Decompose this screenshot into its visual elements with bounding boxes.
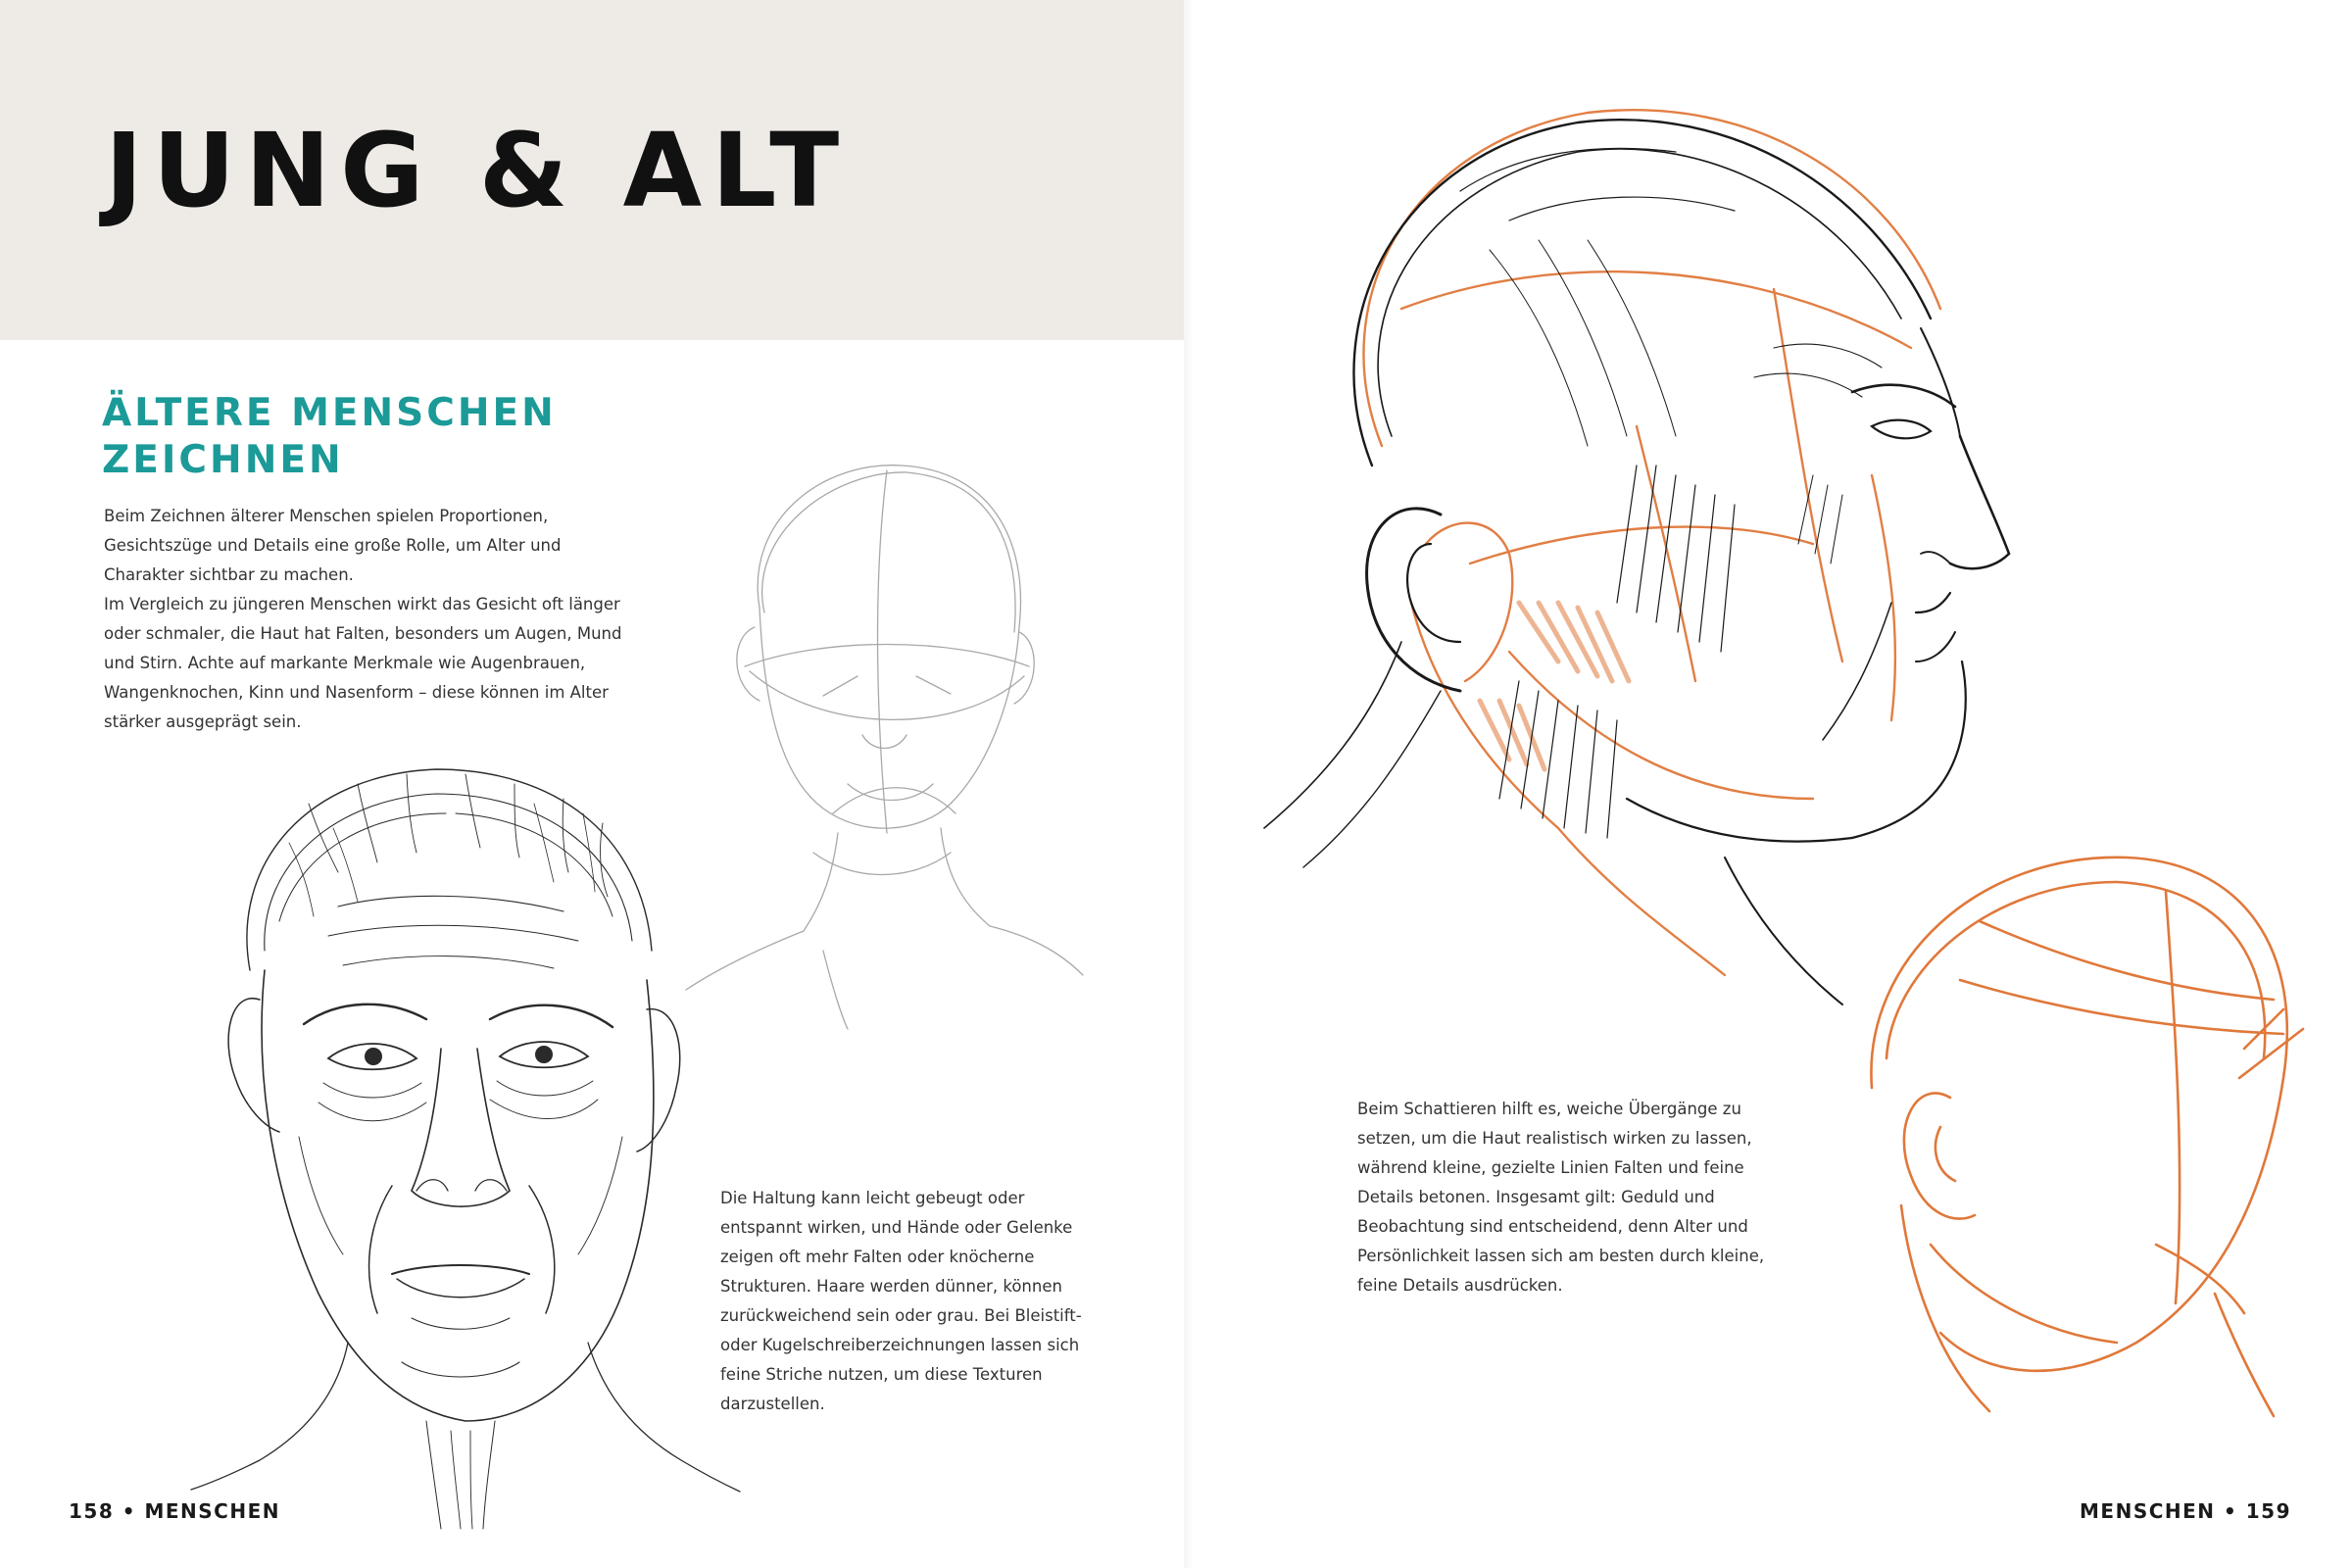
shading-text: Beim Schattieren hilft es, weiche Übergänge zu setzen, um die Haut realistisch wirken zu lassen, während kleine, gezielte Linien Falten und feine Details betonen. Insgesamt gilt: Geduld und Beobachtung sind entscheidend, denn Alter und Persönlichkeit lassen sich am besten durch kleine, feine Details ausdrücken. [1357,1100,1765,1295]
orange-construction-head [1842,833,2313,1421]
page-title: JUNG & ALT [105,111,850,230]
page-gutter [1184,0,1194,1568]
folio-left: 158 • MENSCHEN [69,1499,280,1523]
intro-paragraph-2: Im Vergleich zu jüngeren Menschen wirkt das Gesicht oft länger oder schmaler, die Haut hat Falten, besonders um Augen, Mund und Stirn. Achte auf markante Merkmale wie Augenbrauen, Wangenknochen, Kinn und Nasenform – diese können im Alter stärker ausgeprägt sein. [104,595,622,731]
posture-text: Die Haltung kann leicht gebeugt oder entspannt wirken, und Hände oder Gelenke zeigen oft mehr Falten oder knöcherne Strukturen. Haare werden dünner, können zurückweichend sein oder grau. Bei Bleistift- oder Kugelschreiberzeichnungen lassen sich feine Striche nutzen, um diese Texturen darzustellen. [720,1189,1082,1413]
intro-text [104,502,633,737]
folio-right: MENSCHEN • 159 [2080,1499,2291,1523]
intro-paragraph-1: Beim Zeichnen älterer Menschen spielen Proportionen, Gesichtszüge und Details eine große Rolle, um Alter und Charakter sichtbar zu machen. [104,507,562,584]
pencil-elderly-man-portrait [191,745,740,1529]
section-subtitle [102,390,557,484]
subtitle-line-2: ZEICHNEN [102,438,344,482]
subtitle-line-1: ÄLTERE MENSCHEN [102,391,557,435]
